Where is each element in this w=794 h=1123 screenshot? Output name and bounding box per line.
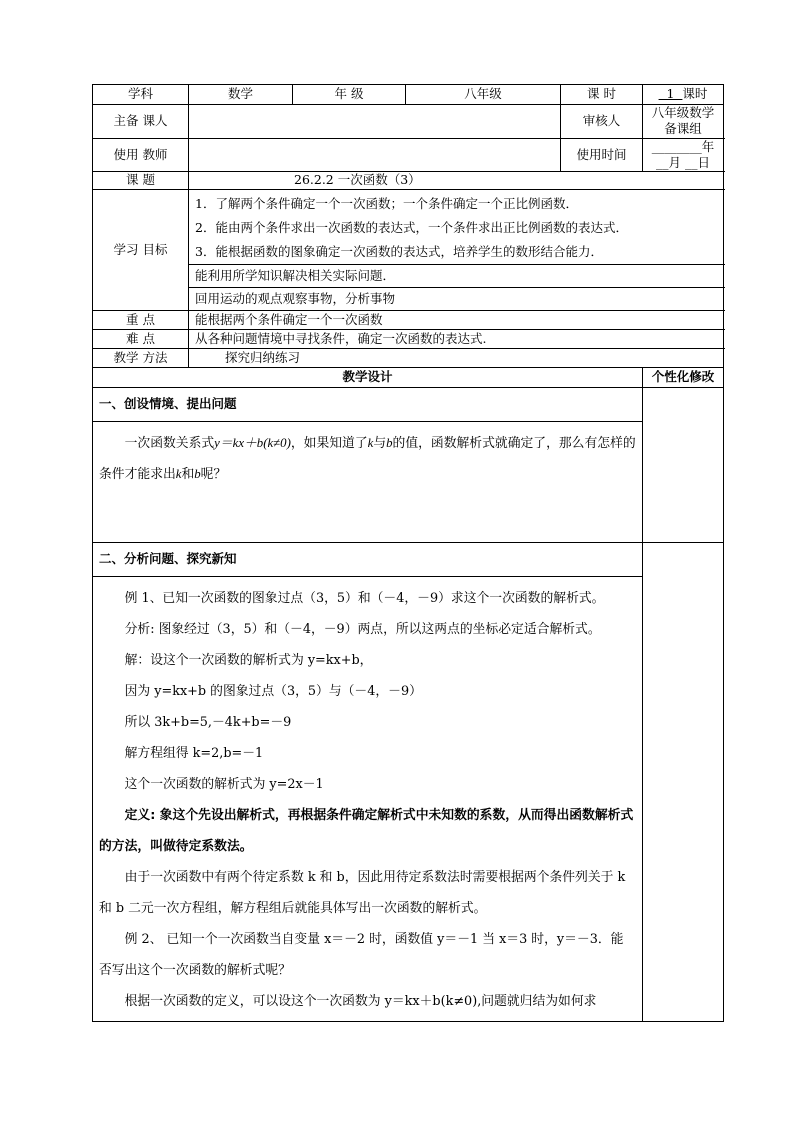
var-k: k [367, 436, 374, 450]
personal-notes-2 [643, 543, 724, 1022]
key-point-value: 能根据两个条件确定一个一次函数 [189, 311, 724, 330]
var-b: b [194, 467, 201, 481]
solution-line: 所以 3k+b=5,－4k+b=－9 [124, 715, 292, 730]
solution-line: 因为 y=kx+b 的图象过点（3，5）与（－4，－9） [124, 684, 422, 699]
example2-paragraph: 例 2、 已知一个一次函数当自变量 x＝－2 时，函数值 y＝－1 当 x＝3 时，y＝－3．能否写出这个一次函数的解析式呢？ [99, 932, 624, 978]
objective-item-3: 3．能根据函数的图象确定一次函数的表达式，培养学生的数形结合能力． [195, 244, 603, 259]
objective-item-2: 2．能由两个条件求出一次函数的表达式，一个条件求出正比例函数的表达式． [195, 220, 628, 235]
grade-label: 年 级 [293, 85, 406, 105]
solution-line: 解：设这个一次函数的解析式为 y=kx+b， [124, 653, 373, 668]
user-label: 使用 教师 [93, 138, 189, 172]
method-row [93, 349, 724, 368]
text-run: 与 [373, 436, 387, 451]
text-run: 和 [181, 467, 195, 482]
text-run: ，如果知道了 [290, 436, 368, 451]
user-value [189, 138, 561, 172]
solution-line: 这个一次函数的解析式为 y=2x－1 [124, 777, 324, 792]
section2-head-row [93, 543, 724, 577]
header-row-3 [93, 138, 724, 172]
solution-line: 解方程组得 k=2,b=－1 [124, 746, 264, 761]
hours-label: 课 时 [561, 85, 643, 105]
last-paragraph: 根据一次函数的定义，可以设这个一次函数为 y＝kx＋b(k≠0),问题就归结为如何求 [124, 994, 597, 1009]
formula: y＝kx＋b(k≠0) [214, 436, 291, 450]
design-title: 教学设计 [93, 368, 643, 388]
method-label: 教学 方法 [93, 349, 189, 368]
hours-unit: 课时 [682, 86, 708, 102]
reviewer-label: 审核人 [561, 105, 643, 139]
personal-title: 个性化修改 [643, 368, 724, 388]
grade-value: 八年级 [406, 85, 561, 105]
emotion-objective: 回用运动的观点观察事物，分析事物 [189, 288, 724, 311]
hours-cell [643, 85, 724, 105]
topic-value: 26.2.2 一次函数（3） [189, 172, 724, 190]
section1-paragraph [99, 428, 636, 490]
subject-label: 学科 [93, 85, 189, 105]
text-run: 的值，函数解析式就确定了，那么有怎样的条件才能求出 [99, 436, 636, 482]
text-run: 呢？ [200, 467, 227, 482]
section2-body-row [93, 577, 724, 1022]
reviewer-value: 八年级数学备课组 [643, 105, 724, 139]
analysis-line: 分析: 图象经过（3，5）和（－4，－9）两点，所以这两点的坐标必定适合解析式。 [124, 622, 601, 637]
hours-value: 1 [658, 86, 683, 102]
preparer-value [189, 105, 561, 139]
key-point-row [93, 311, 724, 330]
topic-row [93, 172, 724, 190]
var-b: b [386, 436, 393, 450]
lesson-plan-table [92, 84, 724, 1022]
var-k: k [175, 467, 182, 481]
ability-objective: 能利用所学知识解决相关实际问题． [189, 265, 724, 288]
section2-body [93, 577, 643, 1022]
section2-title: 二、分析问题、探究新知 [93, 543, 643, 577]
difficulty-value: 从各种问题情境中寻找条件，确定一次函数的表达式. [189, 330, 724, 349]
section1-head-row [93, 388, 724, 422]
section1-title: 一、创设情境、提出问题 [93, 388, 643, 422]
personal-notes-1 [643, 388, 724, 543]
preparer-label: 主备 课人 [93, 105, 189, 139]
difficulty-label: 难 点 [93, 330, 189, 349]
topic-label: 课 题 [93, 172, 189, 190]
objective-item-1: 1．了解两个条件确定一个一次函数；一个条件确定一个正比例函数． [195, 196, 578, 211]
date-value: ________年 __月 __日 [643, 138, 724, 172]
date-label: 使用时间 [561, 138, 643, 172]
difficulty-row [93, 330, 724, 349]
section1-body-row [93, 422, 724, 543]
key-point-label: 重 点 [93, 311, 189, 330]
header-row-2 [93, 105, 724, 139]
subject-value: 数学 [189, 85, 293, 105]
objectives-list [189, 190, 724, 265]
objectives-label: 学习 目标 [93, 190, 189, 311]
definition-paragraph: 定义: 象这个先设出解析式，再根据条件确定解析式中未知数的系数，从而得出函数解析式的方法，叫做待定系数法。 [99, 808, 634, 854]
method-value: 探究归纳练习 [189, 349, 724, 368]
header-row-1 [93, 85, 724, 105]
example1-line: 例 1、已知一次函数的图象过点（3，5）和（－4，－9）求这个一次函数的解析式。 [124, 591, 605, 606]
text-run: 一次函数关系式 [124, 436, 215, 451]
explain-paragraph: 由于一次函数中有两个待定系数 k 和 b，因此用待定系数法时需要根据两个条件列关于 k 和 b 二元一次方程组，解方程组后就能具体写出一次函数的解析式。 [99, 870, 626, 916]
design-head-row [93, 368, 724, 388]
objectives-row [93, 190, 724, 265]
section1-body [93, 422, 643, 543]
